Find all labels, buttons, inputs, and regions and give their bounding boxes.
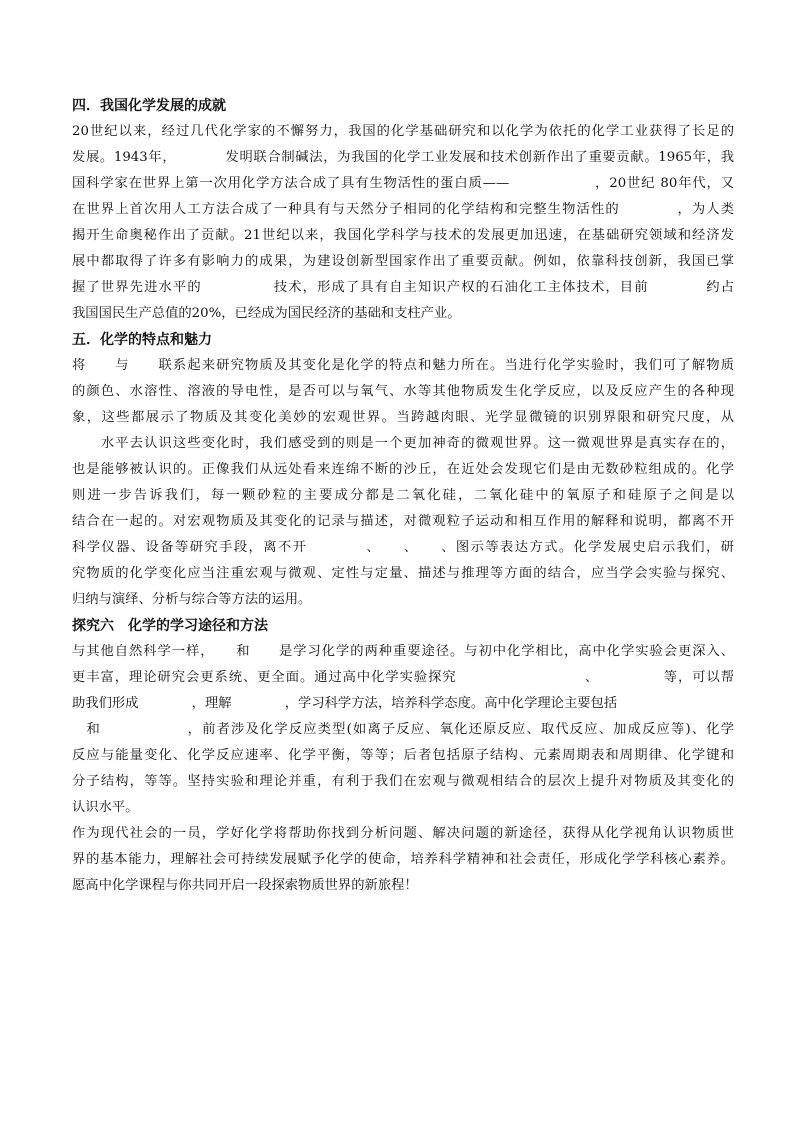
paragraph-line: 国科学家在世界上第一次用化学方法合成了具有生物活性的蛋白质—— ，20世纪 80年代，又 (72, 176, 734, 191)
paragraph-line: 则进一步告诉我们，每一颗砂粒的主要成分都是二氧化硅，二氧化硅中的氧原子和硅原子之间是以 (72, 488, 734, 503)
paragraph-line: 揭开生命奥秘作出了贡献。21世纪以来，我国化学科学与技术的发展更加迅速，在基础研究领域和经济发 (72, 228, 734, 243)
paragraph-line: 也是能够被认识的。正像我们从远处看来连绵不断的沙丘，在近处会发现它们是由无数砂粒组成的。化学 (72, 462, 734, 477)
closing-line: 界的基本能力，理解社会可持续发展赋予化学的使命，培养科学精神和社会责任，形成化学学科核心素养。 (72, 852, 734, 867)
document-page (72, 93, 734, 899)
closing-line: 愿高中化学课程与你共同开启一段探索物质世界的新旅程！ (72, 878, 418, 893)
paragraph-line: 认识水平。 (72, 800, 139, 815)
paragraph-line: 握了世界先进水平的 技术，形成了具有自主知识产权的石油化工主体技术，目前 约占 (72, 280, 734, 295)
paragraph-line: 将 与 联系起来研究物质及其变化是化学的特点和魅力所在。当进行化学实验时，我们可了解物质 (72, 358, 734, 373)
paragraph-line: 在世界上首次用人工方法合成了一种具有与天然分子相同的化学结构和完整生物活性的 ，为人类 (72, 202, 734, 217)
paragraph-line: 和 ，前者涉及化学反应类型(如离子反应、氧化还原反应、取代反应、加成反应等)、化学 (72, 722, 734, 737)
paragraph-line: 我国国民生产总值的20%，已经成为国民经济的基础和支柱产业。 (72, 306, 461, 321)
section-heading-features: 五．化学的特点和魅力 (72, 332, 212, 348)
paragraph-line: 与其他自然科学一样， 和 是学习化学的两种重要途径。与初中化学相比，高中化学实验会更深入、 (72, 644, 734, 659)
paragraph-line: 分子结构，等等。坚持实验和理论并重，有利于我们在宏观与微观相结合的层次上提升对物质及其变化的 (72, 774, 734, 789)
paragraph-line: 更丰富，理论研究会更系统、更全面。通过高中化学实验探究 、 等，可以帮 (72, 670, 734, 685)
section-heading-achievements: 四．我国化学发展的成就 (72, 98, 226, 114)
paragraph-line: 发展。1943年， 发明联合制碱法，为我国的化学工业发展和技术创新作出了重要贡献。1965年，我 (72, 150, 734, 165)
paragraph-line: 20世纪以来，经过几代化学家的不懈努力，我国的化学基础研究和以化学为依托的化学工业获得了长足的 (72, 124, 734, 139)
paragraph-line: 象，这些都展示了物质及其变化美妙的宏观世界。当跨越肉眼、光学显微镜的识别界限和研究尺度，从 (72, 410, 734, 425)
section-heading-methods: 探究六 化学的学习途径和方法 (72, 618, 268, 634)
paragraph-line: 水平去认识这些变化时，我们感受到的则是一个更加神奇的微观世界。这一微观世界是真实存在的， (72, 436, 734, 451)
paragraph-line: 的颜色、水溶性、溶液的导电性，是否可以与氧气、水等其他物质发生化学反应，以及反应产生的各种现 (72, 384, 734, 399)
paragraph-line: 展中都取得了许多有影响力的成果，为建设创新型国家作出了重要贡献。例如，依靠科技创新，我国已掌 (72, 254, 734, 269)
paragraph-line: 结合在一起的。对宏观物质及其变化的记录与描述，对微观粒子运动和相互作用的解释和说明，都离不开 (72, 514, 734, 529)
paragraph-line: 反应与能量变化、化学反应速率、化学平衡，等等；后者包括原子结构、元素周期表和周期律、化学键和 (72, 748, 734, 763)
paragraph-line: 归纳与演绎、分析与综合等方法的运用。 (72, 592, 312, 607)
paragraph-line: 科学仪器、设备等研究手段，离不开 、 、 、图示等表达方式。化学发展史启示我们，研 (72, 540, 734, 555)
closing-line: 作为现代社会的一员，学好化学将帮助你找到分析问题、解决问题的新途径，获得从化学视角认识物质世 (72, 826, 734, 841)
paragraph-line: 助我们形成 ，理解 ，学习科学方法，培养科学态度。高中化学理论主要包括 (72, 696, 618, 711)
paragraph-line: 究物质的化学变化应当注重宏观与微观、定性与定量、描述与推理等方面的结合，应当学会实验与探究、 (72, 566, 734, 581)
